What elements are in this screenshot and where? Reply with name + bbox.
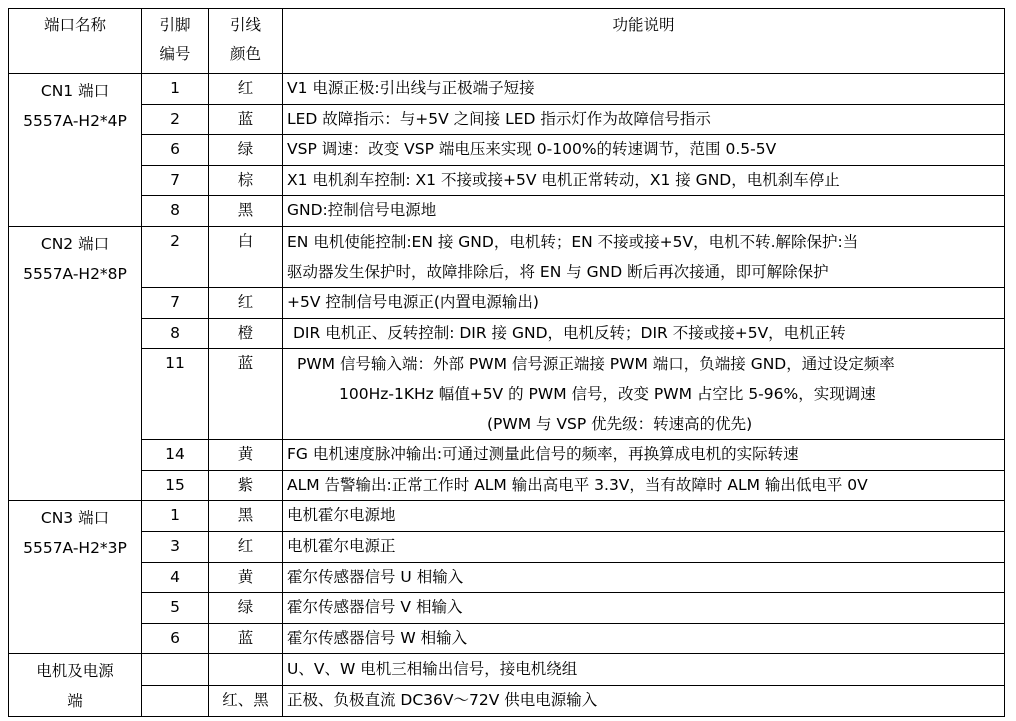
cn1-port-name: CN1 端口 <box>40 82 110 100</box>
wire-color: 棕 <box>209 165 283 196</box>
power-port-name-cont: 端 <box>67 692 83 711</box>
wire-color: 红 <box>209 74 283 105</box>
table-row <box>9 135 1005 166</box>
header-port-name: 端口名称 <box>9 9 142 74</box>
cn3-port-cell <box>9 501 142 654</box>
pin-number: 5 <box>142 593 209 624</box>
function-desc: FG 电机速度脉冲输出:可通过测量此信号的频率，再换算成电机的实际转速 <box>283 440 1005 471</box>
function-desc: 正极、负极直流 DC36V～72V 供电电源输入 <box>283 685 1005 717</box>
table-row <box>9 501 1005 532</box>
pin-number: 14 <box>142 440 209 471</box>
pin-number: 2 <box>142 226 209 287</box>
header-pin-number: 引脚 编号 <box>142 9 209 74</box>
function-desc: VSP 调速：改变 VSP 端电压来实现 0-100%的转速调节，范围 0.5-5V <box>283 135 1005 166</box>
cn3-port-model: 5557A-H2*3P <box>23 539 127 558</box>
table-row <box>9 104 1005 135</box>
cn2-port-name: CN2 端口 <box>40 234 110 253</box>
table-row <box>9 562 1005 593</box>
pin-number: 3 <box>142 531 209 562</box>
wire-color: 黑 <box>209 501 283 532</box>
wire-color: 黄 <box>209 562 283 593</box>
table-row <box>9 623 1005 654</box>
table-row <box>9 593 1005 624</box>
table-row <box>9 74 1005 105</box>
cn1-port-cell <box>9 74 142 227</box>
header-function: 功能说明 <box>283 9 1005 74</box>
wire-color: 红 <box>209 531 283 562</box>
cn2-port-cell <box>9 226 142 500</box>
pin-number: 1 <box>142 74 209 105</box>
function-desc: V1 电源正极:引出线与正极端子短接 <box>283 74 1005 105</box>
function-desc: X1 电机刹车控制: X1 不接或接+5V 电机正常转动，X1 接 GND，电机刹车停止 <box>283 165 1005 196</box>
table-row <box>9 685 1005 717</box>
pin-number: 8 <box>142 318 209 349</box>
pin-number: 7 <box>142 165 209 196</box>
function-desc: GND:控制信号电源地 <box>283 196 1005 227</box>
header-wire-color: 引线 颜色 <box>209 9 283 74</box>
pin-number <box>142 654 209 686</box>
function-desc: ALM 告警输出:正常工作时 ALM 输出高电平 3.3V，当有故障时 ALM 输出低电平 0V <box>283 470 1005 501</box>
table-row <box>9 165 1005 196</box>
wire-color: 白 <box>209 226 283 287</box>
function-desc: EN 电机使能控制:EN 接 GND，电机转；EN 不接或接+5V，电机不转.解除保护:当 驱动器发生保护时，故障排除后，将 EN 与 GND 断后再次接通，即可解除保护 <box>283 226 1005 287</box>
wire-color: 红 <box>209 287 283 318</box>
wire-color: 绿 <box>209 593 283 624</box>
wire-color: 紫 <box>209 470 283 501</box>
function-desc: 电机霍尔电源正 <box>283 531 1005 562</box>
table-row <box>9 654 1005 686</box>
table-row <box>9 531 1005 562</box>
pin-number: 6 <box>142 135 209 166</box>
power-port-name: 电机及电源 <box>36 662 114 681</box>
function-desc: U、V、W 电机三相输出信号，接电机绕组 <box>283 654 1005 686</box>
wire-color <box>209 654 283 686</box>
wire-color: 黄 <box>209 440 283 471</box>
table-header-row <box>9 9 1005 74</box>
pin-number <box>142 685 209 717</box>
function-desc: 霍尔传感器信号 U 相输入 <box>283 562 1005 593</box>
wire-color: 蓝 <box>209 623 283 654</box>
function-desc: DIR 电机正、反转控制: DIR 接 GND，电机反转；DIR 不接或接+5V，电机正转 <box>283 318 1005 349</box>
table-row <box>9 440 1005 471</box>
wire-color: 橙 <box>209 318 283 349</box>
power-port-cell <box>9 654 142 717</box>
table-row <box>9 318 1005 349</box>
pin-number: 2 <box>142 104 209 135</box>
pin-definition-table <box>8 8 1005 717</box>
function-desc: 霍尔传感器信号 V 相输入 <box>283 593 1005 624</box>
wire-color: 蓝 <box>209 349 283 440</box>
pin-number: 15 <box>142 470 209 501</box>
function-desc: +5V 控制信号电源正(内置电源输出) <box>283 287 1005 318</box>
table-row <box>9 196 1005 227</box>
wire-color: 蓝 <box>209 104 283 135</box>
function-desc: 电机霍尔电源地 <box>283 501 1005 532</box>
pin-number: 7 <box>142 287 209 318</box>
pin-number: 11 <box>142 349 209 440</box>
pin-number: 1 <box>142 501 209 532</box>
function-desc: LED 故障指示：与+5V 之间接 LED 指示灯作为故障信号指示 <box>283 104 1005 135</box>
function-desc: PWM 信号输入端：外部 PWM 信号源正端接 PWM 端口，负端接 GND，通过设定频率 100Hz-1KHz 幅值+5V 的 PWM 信号，改变 PWM 占空比 5-96%，实现调速 (PWM 与 VSP 优先级：转速高的优先) <box>283 349 1005 440</box>
wire-color: 绿 <box>209 135 283 166</box>
function-desc: 霍尔传感器信号 W 相输入 <box>283 623 1005 654</box>
pin-number: 6 <box>142 623 209 654</box>
cn2-port-model: 5557A-H2*8P <box>23 264 127 283</box>
table-row <box>9 470 1005 501</box>
pin-number: 4 <box>142 562 209 593</box>
pin-number: 8 <box>142 196 209 227</box>
cn1-port-model: 5557A-H2*4P <box>23 112 127 130</box>
wire-color: 红、黑 <box>209 685 283 717</box>
wire-color: 黑 <box>209 196 283 227</box>
cn3-port-name: CN3 端口 <box>40 509 110 528</box>
table-row <box>9 287 1005 318</box>
